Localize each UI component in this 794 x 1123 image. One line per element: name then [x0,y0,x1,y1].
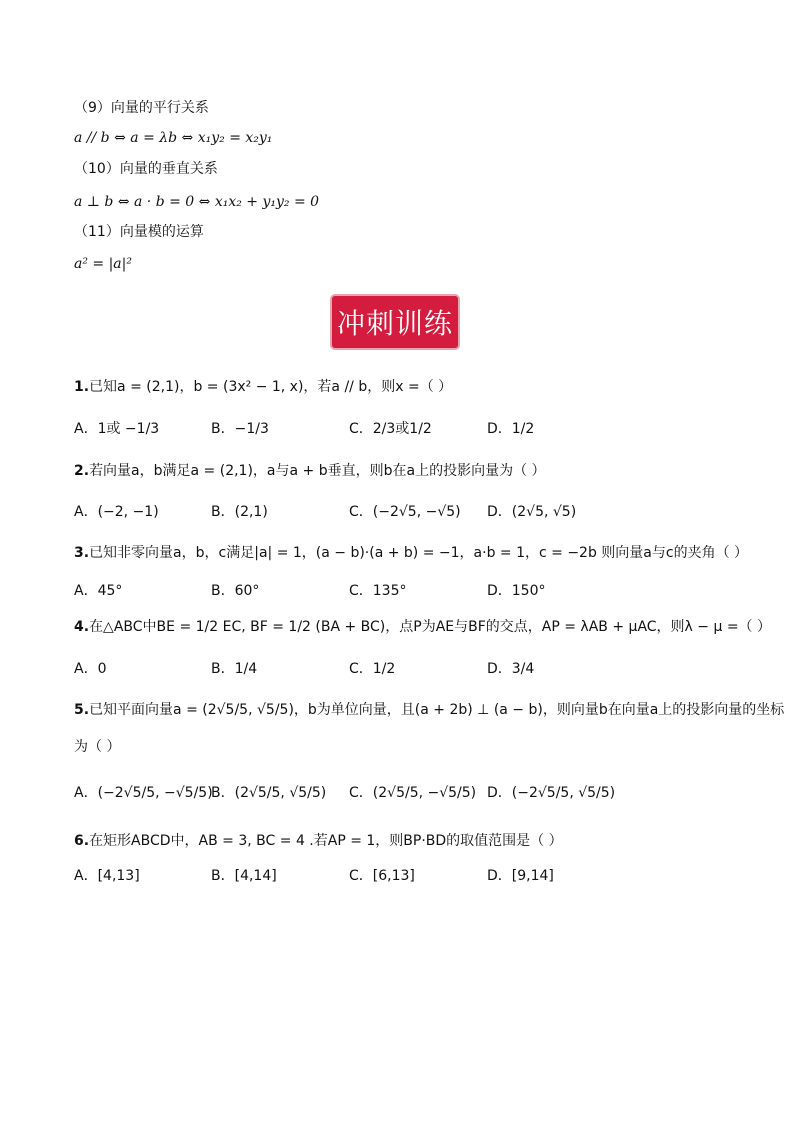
question-5-stem: 5.已知平面向量a = (2√5/5, √5/5)，b为单位向量，且(a + 2b) ⊥ (a − b)，则向量b在向量a上的投影向量的坐标 [74,702,785,718]
question-2-option-a: A．(−2, −1) [74,504,159,520]
question-5-option-c: C．(2√5/5, −√5/5) [349,785,477,801]
question-2-option-c: C．(−2√5, −√5) [349,504,461,520]
banner-label: 冲刺训练 [336,307,453,340]
question-3-option-c: C．135° [349,583,407,599]
question-3-stem: 3.已知非零向量a，b，c满足|a| = 1，(a − b)·(a + b) = −1，a·b = 1，c = −2b 则向量a与c的夹角（ ） [74,545,749,561]
section-10-formula: a ⊥ b ⇔ a · b = 0 ⇔ x₁x₂ + y₁y₂ = 0 [74,194,320,210]
question-1-option-b: B．−1/3 [211,421,269,437]
section-10-title: （10）向量的垂直关系 [74,161,218,177]
sprint-training-banner [332,296,458,348]
question-5-option-d: D．(−2√5/5, √5/5) [487,785,616,801]
question-4-stem: 4.在△ABC中BE = 1/2 EC, BF = 1/2 (BA + BC)，点P为AE与BF的交点，AP = λAB + μAC，则λ − μ =（ ） [74,619,772,635]
section-11-title: （11）向量模的运算 [74,224,204,240]
question-2-stem: 2.若向量a，b满足a = (2,1)，a与a + b垂直，则b在a上的投影向量为（ ） [74,463,546,479]
section-9-title: （9）向量的平行关系 [74,100,209,116]
question-2-option-b: B．(2,1) [211,504,268,520]
question-3-option-b: B．60° [211,583,260,599]
question-3-option-d: D．150° [487,583,546,599]
question-4-option-b: B．1/4 [211,661,258,677]
question-6-stem: 6.在矩形ABCD中，AB = 3, BC = 4 .若AP = 1，则BP·BD的取值范围是（ ） [74,833,563,849]
question-4-option-a: A．0 [74,661,107,677]
question-1-option-a: A．1或 −1/3 [74,421,160,437]
question-6-option-b: B．[4,14] [211,868,277,884]
question-6-option-c: C．[6,13] [349,868,415,884]
question-6-option-d: D．[9,14] [487,868,554,884]
question-5-option-a: A．(−2√5/5, −√5/5) [74,785,213,801]
section-11-formula: a² = |a|² [74,256,132,272]
section-9-formula: a // b ⇔ a = λb ⇔ x₁y₂ = x₂y₁ [74,130,273,146]
question-4-option-c: C．1/2 [349,661,396,677]
question-2-option-d: D．(2√5, √5) [487,504,577,520]
question-6-option-a: A．[4,13] [74,868,140,884]
question-1-option-d: D．1/2 [487,421,535,437]
question-5-stem-continued: 为（ ） [74,739,121,755]
question-5-option-b: B．(2√5/5, √5/5) [211,785,327,801]
question-4-option-d: D．3/4 [487,661,535,677]
question-1-stem: 1.已知a = (2,1)，b = (3x² − 1, x)，若a // b，则x =（ ） [74,379,453,395]
question-1-option-c: C．2/3或1/2 [349,421,432,437]
question-3-option-a: A．45° [74,583,123,599]
